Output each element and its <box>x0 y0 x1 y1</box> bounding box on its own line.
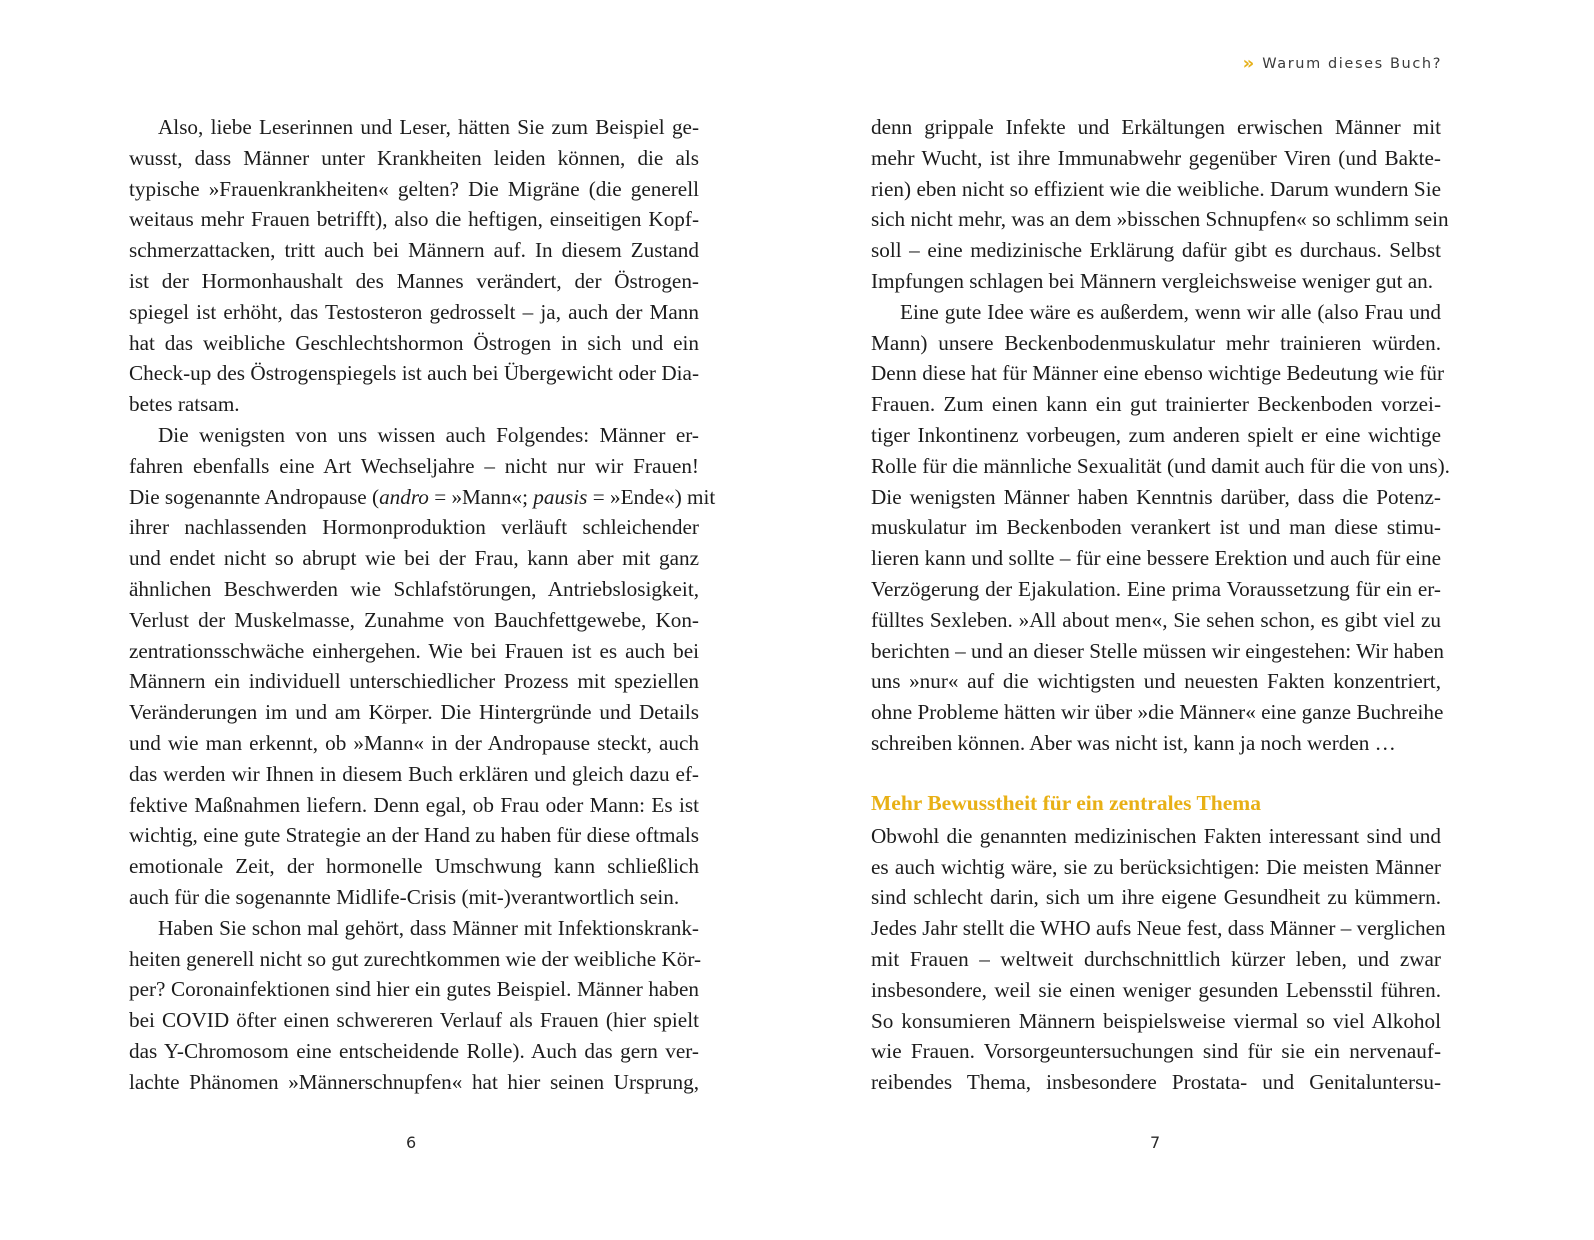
text-line: reibendes Thema, insbesondere Prostata- und Genitaluntersu- <box>871 1070 1441 1095</box>
text-line: Veränderungen im und am Körper. Die Hintergründe und Details <box>129 700 699 725</box>
text-line: Rolle für die männliche Sexualität (und damit auch für die von uns). <box>871 453 1450 478</box>
text-line: und wie man erkennt, ob »Mann« in der Andropause steckt, auch <box>129 730 699 755</box>
text-line: ohne Probleme hätten wir über »die Männer« eine ganze Buchreihe <box>871 700 1444 725</box>
right-text-column <box>871 112 1450 1098</box>
text-line: Eine gute Idee wäre es außerdem, wenn wir alle (also Frau und <box>900 299 1441 324</box>
text-line: das Y-Chromosom eine entscheidende Rolle). Auch das gern ver- <box>129 1038 699 1063</box>
text-line: insbesondere, weil sie einen weniger gesunden Lebensstil führen. <box>871 977 1441 1002</box>
text-line: fektive Maßnahmen liefern. Denn egal, ob Frau oder Mann: Es ist <box>129 792 699 817</box>
text-line: berichten – und an dieser Stelle müssen wir eingestehen: Wir haben <box>871 638 1445 663</box>
section-heading: Mehr Bewusstheit für ein zentrales Thema <box>871 790 1261 815</box>
text-line: Die wenigsten von uns wissen auch Folgendes: Männer er- <box>158 422 699 447</box>
text-line: ähnlichen Beschwerden wie Schlafstörungen, Antriebslosigkeit, <box>129 576 699 601</box>
text-line: fahren ebenfalls eine Art Wechseljahre – nicht nur wir Frauen! <box>129 453 699 478</box>
text-line: hat das weibliche Geschlechtshormon Östrogen in sich und ein <box>129 330 699 355</box>
text-line: das werden wir Ihnen in diesem Buch erklären und gleich dazu ef- <box>129 761 699 786</box>
text-line: uns »nur« auf die wichtigsten und neuesten Fakten konzentriert, <box>871 669 1441 694</box>
text-line: emotionale Zeit, der hormonelle Umschwung kann schließlich <box>129 854 699 879</box>
text-line: denn grippale Infekte und Erkältungen erwischen Männer mit <box>871 115 1441 139</box>
text-line: schreiben können. Aber was nicht ist, kann ja noch werden … <box>871 730 1396 755</box>
text-line: tiger Inkontinenz vorbeugen, zum anderen spielt er eine wichtige <box>871 422 1441 447</box>
text-line: Also, liebe Leserinnen und Leser, hätten Sie zum Beispiel ge- <box>158 115 699 139</box>
text-line: Jedes Jahr stellt die WHO aufs Neue fest, dass Männer – verglichen <box>871 916 1446 941</box>
page-number-left: 6 <box>406 1133 417 1152</box>
text-line: wie Frauen. Vorsorgeuntersuchungen sind für sie ein nervenauf- <box>871 1039 1441 1064</box>
text-line: zentrationsschwäche einhergehen. Wie bei Frauen ist es auch bei <box>129 638 699 663</box>
text-line: schmerzattacken, tritt auch bei Männern auf. In diesem Zustand <box>129 238 699 263</box>
text-line: ihrer nachlassenden Hormonproduktion verläuft schleichender <box>129 515 699 540</box>
text-line: Mann) unsere Beckenbodenmuskulatur mehr trainieren würden. <box>871 330 1441 355</box>
text-line: per? Coronainfektionen sind hier ein gutes Beispiel. Männer haben <box>129 977 699 1002</box>
text-line: Frauen. Zum einen kann ein gut trainierter Beckenboden vorzei- <box>871 392 1441 417</box>
running-head-title: Warum dieses Buch? <box>1262 56 1442 72</box>
text-line: typische »Frauenkrankheiten« gelten? Die Migräne (die generell <box>129 176 699 201</box>
text-line: auch für die sogenannte Midlife-Crisis (mit-)verantwortlich sein. <box>129 884 680 909</box>
text-line: heiten generell nicht so gut zurechtkommen wie der weibliche Kör- <box>129 946 702 971</box>
text-line: soll – eine medizinische Erklärung dafür gibt es durchaus. Selbst <box>871 238 1441 263</box>
left-text-column <box>129 112 716 1098</box>
text-line: fülltes Sexleben. »All about men«, Sie sehen schon, es gibt viel zu <box>871 607 1441 632</box>
right-page <box>797 0 1594 1240</box>
text-line: Männern ein individuell unterschiedlicher Prozess mit speziellen <box>129 669 699 694</box>
page-number-right: 7 <box>1150 1133 1161 1152</box>
text-line: lachte Phänomen »Männerschnupfen« hat hier seinen Ursprung, <box>129 1069 699 1094</box>
text-line: Verzögerung der Ejakulation. Eine prima Voraussetzung für ein er- <box>871 576 1441 601</box>
text-line: betes ratsam. <box>129 392 240 417</box>
text-line: lieren kann und sollte – für eine bessere Erektion und auch für eine <box>871 546 1441 571</box>
text-line: mit Frauen – weltweit durchschnittlich kürzer leben, und zwar <box>871 946 1441 971</box>
text-line: Impfungen schlagen bei Männern vergleichsweise weniger gut an. <box>871 268 1434 293</box>
text-line: Die sogenannte Andropause (andro = »Mann«; pausis = »Ende«) mit <box>129 484 716 509</box>
text-line: und endet nicht so abrupt wie bei der Frau, kann aber mit ganz <box>129 546 699 571</box>
text-line: weitaus mehr Frauen betrifft), also die heftigen, einseitigen Kopf- <box>129 207 699 232</box>
text-line: sind schlecht darin, sich um ihre eigene Gesundheit zu kümmern. <box>871 885 1441 910</box>
text-line: Haben Sie schon mal gehört, dass Männer mit Infektionskrank- <box>158 915 699 940</box>
section-spacer <box>871 759 1441 785</box>
text-line: Die wenigsten Männer haben Kenntnis darüber, dass die Potenz- <box>871 484 1441 509</box>
text-line: Denn diese hat für Männer eine ebenso wichtige Bedeutung wie für <box>871 361 1445 386</box>
text-line: Verlust der Muskelmasse, Zunahme von Bauchfettgewebe, Kon- <box>129 607 699 632</box>
chevron-right-icon: » <box>1242 53 1253 74</box>
text-line: So konsumieren Männern beispielsweise viermal so viel Alkohol <box>871 1008 1441 1033</box>
text-line: spiegel ist erhöht, das Testosteron gedrosselt – ja, auch der Mann <box>129 299 699 324</box>
text-line: es auch wichtig wäre, sie zu berücksichtigen: Die meisten Männer <box>871 854 1441 879</box>
running-head <box>1243 52 1442 73</box>
text-line: Check-up des Östrogenspiegels ist auch bei Übergewicht oder Dia- <box>129 361 699 386</box>
text-line: muskulatur im Beckenboden verankert ist und man diese stimu- <box>871 515 1441 540</box>
text-line: ist der Hormonhaushalt des Mannes verändert, der Östrogen- <box>129 268 699 293</box>
text-line: mehr Wucht, ist ihre Immunabwehr gegenüber Viren (und Bakte- <box>871 145 1441 170</box>
text-line: sich nicht mehr, was an dem »bisschen Schnupfen« so schlimm sein <box>871 207 1449 232</box>
text-line: wusst, dass Männer unter Krankheiten leiden können, die als <box>129 145 699 170</box>
text-line: rien) eben nicht so effizient wie die weibliche. Darum wundern Sie <box>871 176 1441 201</box>
text-line: Obwohl die genannten medizinischen Fakten interessant sind und <box>871 823 1441 848</box>
text-line: bei COVID öfter einen schwereren Verlauf als Frauen (hier spielt <box>129 1008 699 1033</box>
text-line: wichtig, eine gute Strategie an der Hand zu haben für diese oftmals <box>129 823 699 848</box>
